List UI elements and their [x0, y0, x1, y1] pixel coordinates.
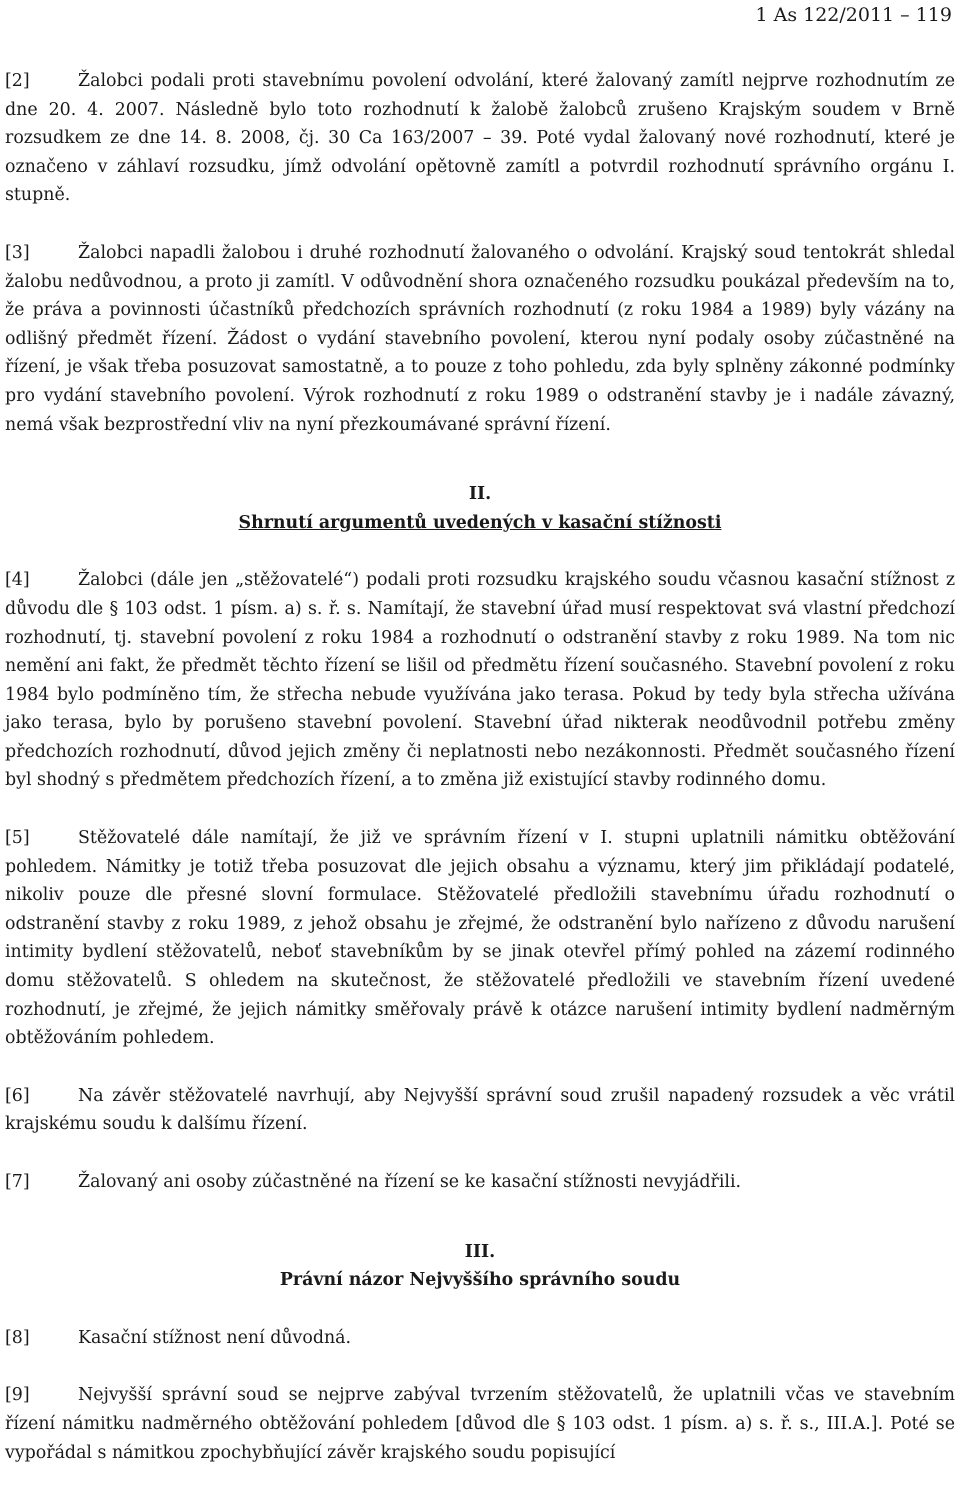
- section-title-iii: Právní názor Nejvyššího správního soudu: [279, 1270, 681, 1291]
- section-numeral-iii: III.: [464, 1241, 496, 1262]
- paragraph-text: Nejvyšší správní soud se nejprve zabýval tvrzením stěžovatelů, že uplatnili včas ve stavebním řízení námitku nadměrného obtěžování pohledem [důvod dle § 103 odst. 1 písm. a) s. ř. s., III.A.]. Poté se vypořádal s námitkou zpochybňující závěr krajského soudu popisující: [5, 1385, 955, 1463]
- paragraph-text: Na závěr stěžovatelé navrhují, aby Nejvyšší správní soud zrušil napadený rozsudek a věc vrátil krajskému soudu k dalšímu řízení.: [5, 1085, 955, 1135]
- paragraph-number: [8]: [5, 1327, 30, 1348]
- paragraph-5: [5, 824, 955, 1053]
- case-reference: 1 As 122/2011 – 119: [755, 4, 952, 26]
- paragraph-9: [5, 1381, 955, 1467]
- paragraph-2: [5, 67, 955, 210]
- paragraph-8: [5, 1324, 955, 1353]
- paragraph-number: [3]: [5, 242, 30, 263]
- paragraph-number: [4]: [5, 570, 30, 591]
- paragraph-number: [9]: [5, 1385, 30, 1406]
- paragraph-3: [5, 239, 955, 439]
- paragraph-number: [2]: [5, 71, 30, 91]
- paragraph-number: [7]: [5, 1172, 30, 1192]
- paragraph-4: [5, 566, 955, 795]
- document-body: [5, 67, 955, 1496]
- paragraph-number: [6]: [5, 1085, 30, 1106]
- paragraph-text: Kasační stížnost není důvodná.: [78, 1327, 352, 1348]
- spacer: [5, 1226, 955, 1238]
- section-title-ii: Shrnutí argumentů uvedených v kasační stížnosti: [238, 512, 722, 533]
- section-numeral-ii: II.: [468, 484, 492, 505]
- spacer: [5, 468, 955, 480]
- paragraph-text: Žalobci podali proti stavebnímu povolení odvolání, které žalovaný zamítl nejprve rozhodnutím ze dne 20. 4. 2007. Následně bylo toto rozhodnutí k žalobě žalobců zrušeno Krajským soudem v Brně rozsudkem ze dne 14. 8. 2008, čj. 30 Ca 163/2007 – 39. Poté vydal žalovaný nové rozhodnutí, které je označeno v záhlaví rozsudku, jímž odvolání opětovně zamítl a potvrdil rozhodnutí správního orgánu I. stupně.: [5, 71, 955, 206]
- paragraph-6: [5, 1082, 955, 1139]
- paragraph-number: [5]: [5, 828, 30, 849]
- paragraph-text: Stěžovatelé dále namítají, že již ve správním řízení v I. stupni uplatnili námitku obtěžování pohledem. Námitky je totiž třeba posuzovat dle jejich obsahu a významu, který jim přikládají podatelé, nikoliv pouze dle přesné slovní formulace. Stěžovatelé předložili stavebnímu úřadu rozhodnutí o odstranění stavby z roku 1989, z jehož obsahu je zřejmé, že odstranění bylo nařízeno z důvodu narušení intimity bydlení stěžovatelů, neboť stavebníkům by se jinak otevřel přímý pohled na zázemí rodinného domu stěžovatelů. S ohledem na skutečnost, že stěžovatelé předložili ve stavebním řízení uvedené rozhodnutí, je zřejmé, že jejich námitky směřovaly právě k otázce narušení intimity bydlení nadměrným obtěžováním pohledem.: [5, 828, 955, 1049]
- paragraph-text: Žalobci (dále jen „stěžovatelé“) podali proti rozsudku krajského soudu včasnou kasační stížnost z důvodu dle § 103 odst. 1 písm. a) s. ř. s. Namítají, že stavební úřad musí respektovat svá vlastní předchozí rozhodnutí, tj. stavební povolení z roku 1984 a rozhodnutí o odstranění stavby z roku 1989. Na tom nic nemění ani fakt, že předmět těchto řízení se lišil od předmětu řízení současného. Stavební povolení z roku 1984 bylo podmíněno tím, že střecha nebude využívána jako terasa. Pokud by tedy byla střecha užívána jako terasa, bylo by porušeno stavební povolení. Stavební úřad nikterak neodůvodnil potřebu změny předchozích rozhodnutí, důvod jejich změny či neplatnosti nebo nezákonnosti. Předmět současného řízení byl shodný s předmětem předchozích řízení, a to změna již existující stavby rodinného domu.: [5, 570, 955, 791]
- paragraph-text: Žalovaný ani osoby zúčastněné na řízení se ke kasační stížnosti nevyjádřili.: [78, 1172, 742, 1192]
- paragraph-text: Žalobci napadli žalobou i druhé rozhodnutí žalovaného o odvolání. Krajský soud tentokrát shledal žalobu nedůvodnou, a proto ji zamítl. V odůvodnění shora označeného rozsudku poukázal především na to, že práva a povinnosti účastníků předchozích správních rozhodnutí (z roku 1984 a 1989) byly vázány na odlišný předmět řízení. Žádost o vydání stavebního povolení, kterou nyní podaly osoby zúčastněné na řízení, je však třeba posuzovat samostatně, a to pouze z toho pohledu, zda byly splněny zákonné podmínky pro vydání stavebního povolení. Výrok rozhodnutí z roku 1989 o odstranění stavby je i nadále závazný, nemá však bezprostřední vliv na nyní přezkoumávané správní řízení.: [5, 242, 955, 435]
- paragraph-7: [5, 1168, 955, 1197]
